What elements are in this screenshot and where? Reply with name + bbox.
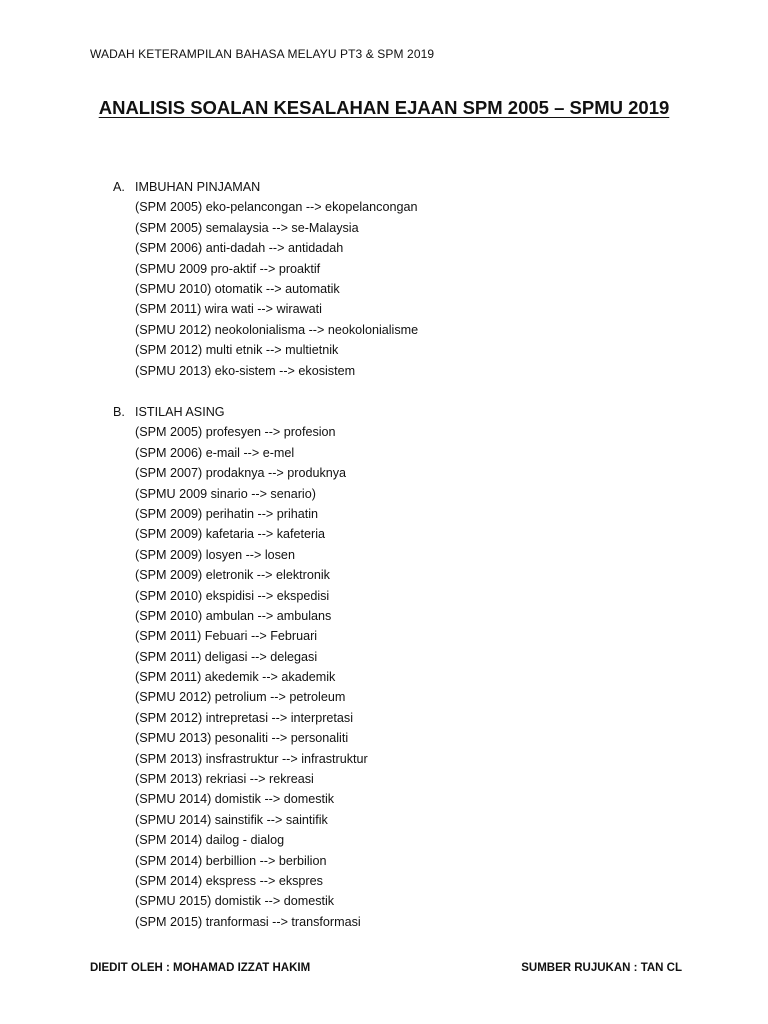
list-item: (SPM 2014) ekspress --> ekspres: [135, 873, 323, 888]
list-item: (SPM 2005) profesyen --> profesion: [135, 425, 336, 440]
list-item: (SPM 2012) intrepretasi --> interpretasi: [135, 710, 354, 725]
list-item: (SPM 2007) prodaknya --> produknya: [135, 466, 347, 481]
list-item: (SPMU 2013) pesonaliti --> personaliti: [135, 731, 349, 746]
section-title: IMBUHAN PINJAMAN: [135, 180, 261, 194]
list-item: (SPM 2009) kafetaria --> kafeteria: [135, 527, 326, 542]
list-item: (SPMU 2014) domistik --> domestik: [135, 792, 335, 807]
list-item: (SPMU 2009 sinario --> senario): [135, 486, 316, 501]
list-item: (SPMU 2009 pro-aktif --> proaktif: [135, 261, 321, 276]
list-item: (SPM 2014) dailog - dialog: [135, 833, 285, 848]
section-istilah-asing: [113, 402, 368, 932]
list-item: (SPM 2009) eletronik --> elektronik: [135, 568, 330, 583]
list-item: (SPM 2005) eko-pelancongan --> ekopelancongan: [135, 200, 418, 215]
list-item: (SPM 2006) anti-dadah --> antidadah: [135, 241, 344, 256]
list-item: (SPM 2012) multi etnik --> multietnik: [135, 343, 339, 358]
footer-editor: DIEDIT OLEH : MOHAMAD IZZAT HAKIM: [90, 962, 311, 974]
list-item: (SPM 2014) berbillion --> berbilion: [135, 853, 327, 868]
list-item: (SPMU 2012) neokolonialisma --> neokolonialisme: [135, 322, 419, 337]
list-item: (SPM 2011) wira wati --> wirawati: [135, 302, 322, 317]
section-heading: [113, 177, 418, 197]
list-item: (SPM 2006) e-mail --> e-mel: [135, 445, 295, 460]
list-item: (SPM 2010) ekspidisi --> ekspedisi: [135, 588, 330, 603]
section-title: ISTILAH ASING: [135, 405, 225, 419]
list-item: (SPM 2009) losyen --> losen: [135, 547, 295, 562]
entry-list: [113, 197, 418, 381]
document-title: ANALISIS SOALAN KESALAHAN EJAAN SPM 2005 – SPMU 2019: [98, 97, 670, 118]
list-item: (SPM 2011) deligasi --> delegasi: [135, 649, 318, 664]
section-imbuhan-pinjaman: [113, 177, 418, 381]
list-item: (SPMU 2012) petrolium --> petroleum: [135, 690, 346, 705]
footer-source: SUMBER RUJUKAN : TAN CL: [521, 962, 682, 974]
list-item: (SPM 2009) perihatin --> prihatin: [135, 506, 319, 521]
list-item: (SPM 2010) ambulan --> ambulans: [135, 608, 332, 623]
list-item: (SPMU 2010) otomatik --> automatik: [135, 281, 340, 296]
list-item: (SPM 2005) semalaysia --> se-Malaysia: [135, 220, 359, 235]
list-item: (SPM 2013) rekriasi --> rekreasi: [135, 772, 314, 787]
section-heading: [113, 402, 368, 422]
section-letter: B.: [113, 405, 125, 419]
list-item: (SPM 2011) akedemik --> akademik: [135, 670, 336, 685]
list-item: (SPM 2013) insfrastruktur --> infrastruktur: [135, 751, 368, 766]
section-letter: A.: [113, 180, 125, 194]
list-item: (SPMU 2014) sainstifik --> saintifik: [135, 812, 328, 827]
list-item: (SPMU 2013) eko-sistem --> ekosistem: [135, 363, 356, 378]
page-header: WADAH KETERAMPILAN BAHASA MELAYU PT3 & SPM 2019: [90, 47, 435, 61]
list-item: (SPM 2011) Febuari --> Februari: [135, 629, 318, 644]
list-item: (SPM 2015) tranformasi --> transformasi: [135, 914, 361, 929]
list-item: (SPMU 2015) domistik --> domestik: [135, 894, 335, 909]
entry-list: [113, 422, 368, 932]
